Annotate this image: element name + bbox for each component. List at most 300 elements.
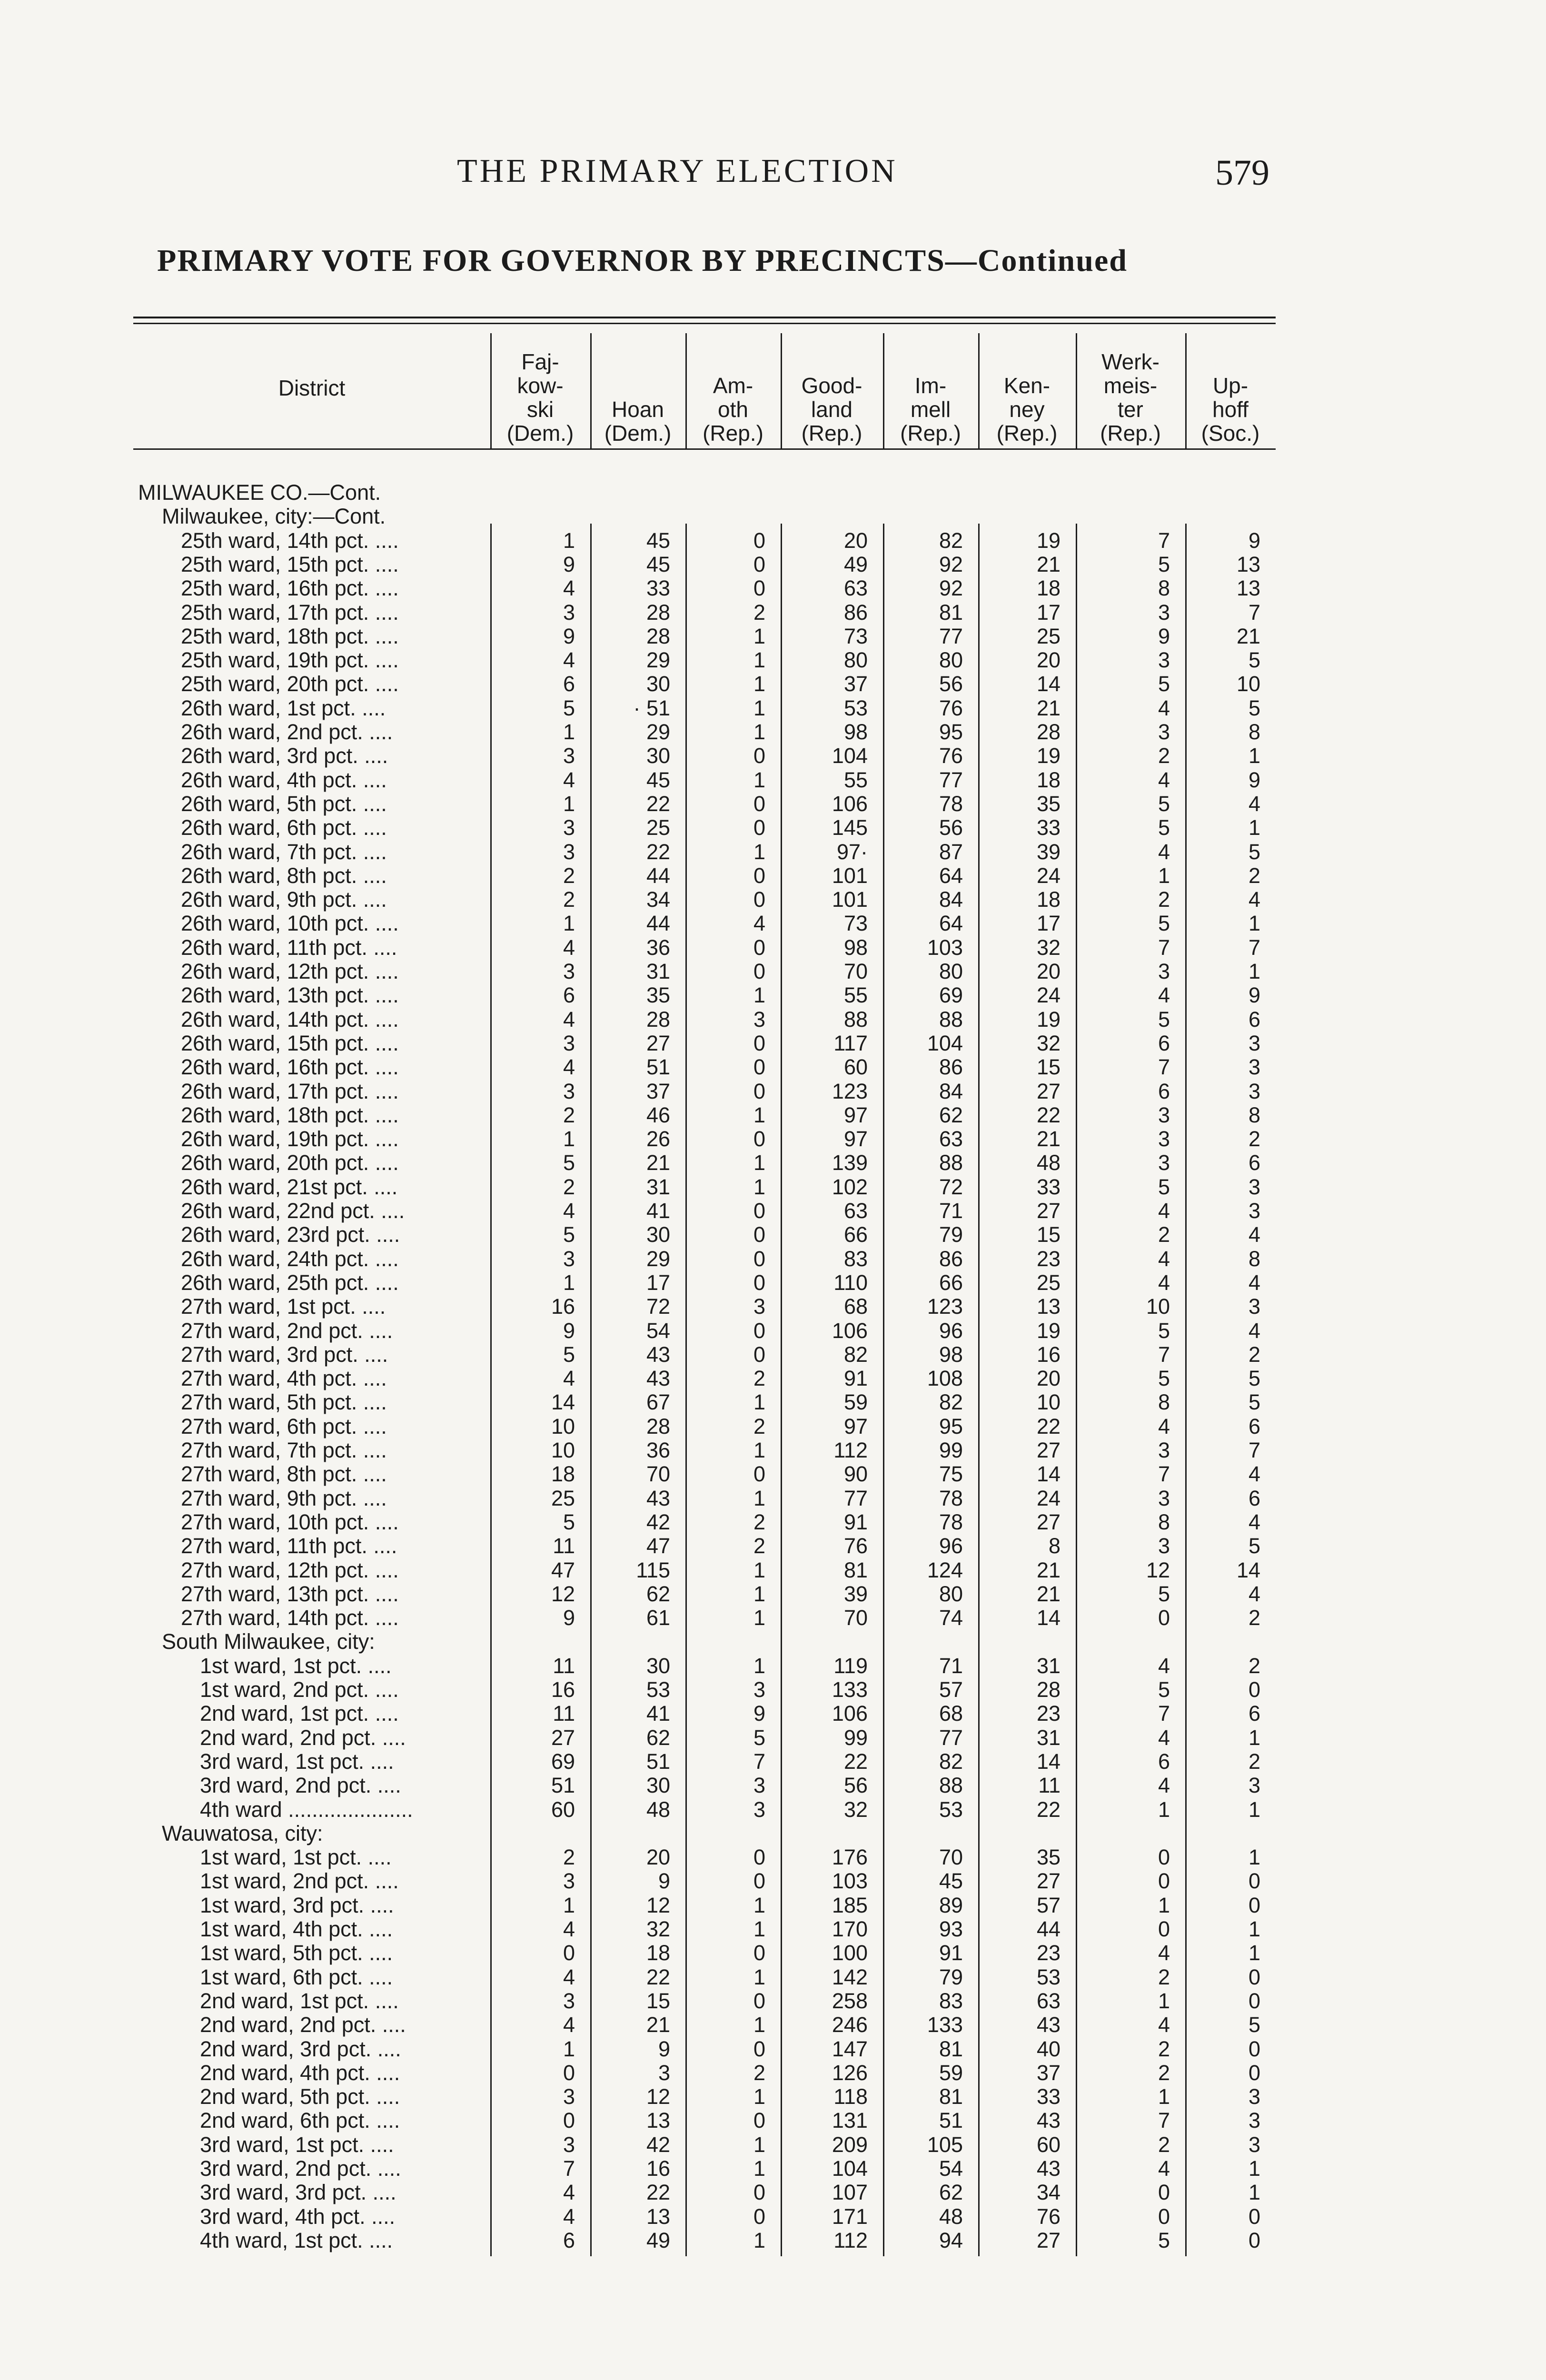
table-row bbox=[133, 1103, 1276, 1127]
vote-cell-amoth: 0 bbox=[753, 887, 765, 912]
table-row bbox=[133, 1487, 1276, 1510]
vote-cell-werkmeister: 8 bbox=[1158, 1390, 1170, 1415]
vote-cell-uphoff: 2 bbox=[1248, 1749, 1260, 1774]
district-label: 3rd ward, 1st pct. .... bbox=[200, 2132, 394, 2157]
vote-cell-immell: 79 bbox=[939, 1222, 963, 1247]
vote-cell-kenney: 20 bbox=[1036, 648, 1060, 673]
table-row bbox=[133, 1606, 1276, 1630]
table-row bbox=[133, 1247, 1276, 1271]
column-header-uphoff bbox=[1185, 331, 1276, 445]
vote-cell-kenney: 19 bbox=[1036, 1318, 1060, 1343]
vote-cell-hoan: 30 bbox=[646, 1222, 670, 1247]
vote-cell-fajkowski: 3 bbox=[563, 839, 575, 864]
vote-cell-kenney: 23 bbox=[1036, 1246, 1060, 1271]
vote-cell-immell: 103 bbox=[927, 935, 963, 960]
vote-cell-immell: 51 bbox=[939, 2108, 963, 2133]
vote-cell-uphoff: 5 bbox=[1248, 1534, 1260, 1558]
vote-cell-immell: 89 bbox=[939, 1893, 963, 1917]
column-divider bbox=[978, 333, 980, 450]
vote-cell-amoth: 1 bbox=[753, 839, 765, 864]
vote-cell-immell: 96 bbox=[939, 1318, 963, 1343]
vote-cell-werkmeister: 4 bbox=[1158, 839, 1170, 864]
vote-cell-goodland: 176 bbox=[832, 1845, 868, 1870]
district-label: 27th ward, 2nd pct. .... bbox=[181, 1318, 393, 1343]
vote-cell-fajkowski: 4 bbox=[563, 2180, 575, 2205]
vote-cell-werkmeister: 1 bbox=[1158, 863, 1170, 888]
vote-cell-hoan: 32 bbox=[646, 1917, 670, 1941]
vote-cell-amoth: 0 bbox=[753, 1127, 765, 1151]
vote-cell-immell: 104 bbox=[927, 1031, 963, 1055]
table-row bbox=[133, 1558, 1276, 1582]
column-header-line: Im- bbox=[914, 373, 947, 398]
vote-cell-kenney: 28 bbox=[1036, 720, 1060, 744]
district-label: 2nd ward, 5th pct. .... bbox=[200, 2084, 400, 2109]
vote-cell-hoan: 51 bbox=[646, 1055, 670, 1080]
vote-cell-hoan: 49 bbox=[646, 2228, 670, 2252]
district-label: 26th ward, 20th pct. .... bbox=[181, 1150, 399, 1175]
vote-cell-immell: 77 bbox=[939, 624, 963, 648]
vote-cell-immell: 91 bbox=[939, 1941, 963, 1965]
column-header-line: Ken- bbox=[1003, 373, 1050, 398]
vote-cell-fajkowski: 2 bbox=[563, 887, 575, 912]
vote-cell-hoan: 21 bbox=[646, 1150, 670, 1175]
district-label: 27th ward, 13th pct. .... bbox=[181, 1581, 399, 1606]
vote-cell-fajkowski: 7 bbox=[563, 2156, 575, 2181]
column-header-line: Am- bbox=[713, 373, 753, 398]
vote-cell-uphoff: 8 bbox=[1248, 720, 1260, 744]
vote-cell-werkmeister: 4 bbox=[1158, 1270, 1170, 1295]
vote-cell-amoth: 0 bbox=[753, 1079, 765, 1103]
vote-cell-hoan: 45 bbox=[646, 767, 670, 792]
table-row bbox=[133, 1199, 1276, 1223]
vote-cell-fajkowski: 3 bbox=[563, 1031, 575, 1055]
vote-cell-kenney: 18 bbox=[1036, 887, 1060, 912]
vote-cell-amoth: 0 bbox=[753, 1222, 765, 1247]
vote-cell-amoth: 0 bbox=[753, 935, 765, 960]
vote-cell-kenney: 43 bbox=[1036, 2013, 1060, 2037]
vote-cell-amoth: 0 bbox=[753, 552, 765, 576]
vote-cell-hoan: 43 bbox=[646, 1486, 670, 1510]
vote-cell-amoth: 2 bbox=[753, 1414, 765, 1438]
vote-cell-amoth: 1 bbox=[753, 1390, 765, 1415]
vote-cell-kenney: 14 bbox=[1036, 1606, 1060, 1630]
table-row bbox=[133, 864, 1276, 888]
column-header-line: Faj- bbox=[521, 349, 559, 374]
vote-cell-uphoff: 8 bbox=[1248, 1102, 1260, 1127]
district-label: 26th ward, 5th pct. .... bbox=[181, 791, 387, 816]
vote-cell-immell: 124 bbox=[927, 1557, 963, 1582]
vote-cell-goodland: 90 bbox=[843, 1462, 868, 1487]
vote-cell-hoan: 54 bbox=[646, 1318, 670, 1343]
vote-cell-immell: 98 bbox=[939, 1342, 963, 1367]
vote-cell-werkmeister: 12 bbox=[1146, 1557, 1170, 1582]
vote-cell-amoth: 0 bbox=[753, 1342, 765, 1367]
vote-cell-uphoff: 9 bbox=[1248, 528, 1260, 553]
vote-cell-immell: 71 bbox=[939, 1653, 963, 1678]
district-label: 26th ward, 9th pct. .... bbox=[181, 887, 387, 912]
vote-cell-amoth: 0 bbox=[753, 576, 765, 601]
district-label: 27th ward, 8th pct. .... bbox=[181, 1462, 387, 1487]
vote-cell-hoan: 28 bbox=[646, 1007, 670, 1031]
vote-cell-uphoff: 3 bbox=[1248, 1031, 1260, 1055]
vote-cell-werkmeister: 5 bbox=[1158, 1677, 1170, 1702]
vote-cell-werkmeister: 2 bbox=[1158, 2036, 1170, 2061]
vote-cell-uphoff: 5 bbox=[1248, 648, 1260, 673]
vote-cell-fajkowski: 0 bbox=[563, 2108, 575, 2133]
vote-cell-fajkowski: 1 bbox=[563, 1270, 575, 1295]
vote-cell-werkmeister: 5 bbox=[1158, 911, 1170, 936]
column-header-line: oth bbox=[718, 397, 748, 422]
table-row bbox=[133, 1917, 1276, 1941]
vote-cell-kenney: 27 bbox=[1036, 1438, 1060, 1462]
table-row bbox=[133, 2109, 1276, 2132]
vote-cell-amoth: 7 bbox=[753, 1749, 765, 1774]
district-label: 27th ward, 3rd pct. .... bbox=[181, 1342, 388, 1367]
district-label: Wauwatosa, city: bbox=[162, 1821, 323, 1845]
vote-cell-werkmeister: 7 bbox=[1158, 1055, 1170, 1080]
district-label: 27th ward, 6th pct. .... bbox=[181, 1414, 387, 1438]
vote-cell-goodland: 91 bbox=[843, 1366, 868, 1391]
vote-cell-amoth: 1 bbox=[753, 2132, 765, 2157]
vote-cell-immell: 77 bbox=[939, 767, 963, 792]
district-label: 26th ward, 4th pct. .... bbox=[181, 767, 387, 792]
vote-cell-uphoff: 0 bbox=[1248, 1988, 1260, 2013]
vote-cell-amoth: 3 bbox=[753, 1797, 765, 1822]
vote-cell-immell: 74 bbox=[939, 1606, 963, 1630]
vote-cell-kenney: 27 bbox=[1036, 1199, 1060, 1223]
vote-cell-goodland: 53 bbox=[843, 695, 868, 720]
vote-cell-immell: 81 bbox=[939, 600, 963, 625]
vote-cell-goodland: 83 bbox=[843, 1246, 868, 1271]
vote-cell-kenney: 14 bbox=[1036, 1749, 1060, 1774]
table-row bbox=[133, 936, 1276, 960]
vote-cell-hoan: 17 bbox=[646, 1270, 670, 1295]
vote-cell-hoan: 31 bbox=[646, 959, 670, 983]
vote-cell-uphoff: 4 bbox=[1248, 1222, 1260, 1247]
vote-cell-amoth: 2 bbox=[753, 1534, 765, 1558]
column-header-line: land bbox=[811, 397, 852, 422]
vote-cell-hoan: 12 bbox=[646, 2084, 670, 2109]
vote-cell-immell: 84 bbox=[939, 1079, 963, 1103]
vote-cell-werkmeister: 5 bbox=[1158, 2228, 1170, 2252]
vote-cell-werkmeister: 4 bbox=[1158, 983, 1170, 1008]
column-header-line: (Rep.) bbox=[996, 421, 1058, 446]
vote-cell-goodland: 60 bbox=[843, 1055, 868, 1080]
vote-cell-uphoff: 3 bbox=[1248, 1055, 1260, 1080]
vote-cell-amoth: 0 bbox=[753, 1988, 765, 2013]
district-label: 27th ward, 12th pct. .... bbox=[181, 1557, 399, 1582]
district-label: 1st ward, 3rd pct. .... bbox=[200, 1893, 394, 1917]
vote-cell-immell: 81 bbox=[939, 2036, 963, 2061]
vote-cell-goodland: 97 bbox=[843, 1102, 868, 1127]
vote-cell-immell: 77 bbox=[939, 1725, 963, 1750]
vote-cell-immell: 83 bbox=[939, 1988, 963, 2013]
column-header-line: District bbox=[278, 376, 346, 400]
vote-cell-amoth: 2 bbox=[753, 1366, 765, 1391]
vote-cell-hoan: 36 bbox=[646, 935, 670, 960]
vote-cell-fajkowski: 18 bbox=[551, 1462, 575, 1487]
vote-cell-immell: 88 bbox=[939, 1150, 963, 1175]
district-label: 26th ward, 19th pct. .... bbox=[181, 1127, 399, 1151]
vote-cell-amoth: 0 bbox=[753, 1462, 765, 1487]
vote-cell-hoan: 61 bbox=[646, 1606, 670, 1630]
table-row bbox=[133, 1462, 1276, 1486]
district-label: 25th ward, 14th pct. .... bbox=[181, 528, 399, 553]
vote-cell-uphoff: 0 bbox=[1248, 2228, 1260, 2252]
vote-cell-goodland: 107 bbox=[832, 2180, 868, 2205]
column-divider bbox=[1076, 333, 1077, 450]
vote-cell-goodland: 73 bbox=[843, 911, 868, 936]
vote-cell-werkmeister: 2 bbox=[1158, 1222, 1170, 1247]
vote-cell-kenney: 22 bbox=[1036, 1797, 1060, 1822]
table-row bbox=[133, 696, 1276, 720]
vote-cell-werkmeister: 4 bbox=[1158, 767, 1170, 792]
vote-cell-goodland: 117 bbox=[833, 1031, 868, 1055]
vote-cell-uphoff: 0 bbox=[1248, 2060, 1260, 2085]
vote-cell-goodland: 98 bbox=[843, 935, 868, 960]
column-header-line: mell bbox=[910, 397, 951, 422]
vote-cell-kenney: 31 bbox=[1036, 1725, 1060, 1750]
table-top-double-rule-lower bbox=[133, 323, 1276, 324]
district-label: 1st ward, 5th pct. .... bbox=[200, 1941, 393, 1965]
vote-cell-amoth: 0 bbox=[753, 1318, 765, 1343]
column-header-line: Up- bbox=[1212, 373, 1249, 398]
vote-cell-fajkowski: 2 bbox=[563, 1102, 575, 1127]
vote-cell-uphoff: 3 bbox=[1248, 1199, 1260, 1223]
vote-cell-goodland: 131 bbox=[832, 2108, 868, 2133]
vote-cell-werkmeister: 4 bbox=[1158, 1725, 1170, 1750]
district-label: 26th ward, 11th pct. .... bbox=[181, 935, 397, 960]
table-row bbox=[133, 840, 1276, 864]
vote-cell-immell: 64 bbox=[939, 911, 963, 936]
vote-cell-werkmeister: 2 bbox=[1158, 887, 1170, 912]
table-row bbox=[133, 1965, 1276, 1989]
vote-cell-kenney: 14 bbox=[1036, 672, 1060, 696]
vote-cell-kenney: 21 bbox=[1036, 552, 1060, 576]
vote-cell-amoth: 0 bbox=[753, 1845, 765, 1870]
vote-cell-goodland: 101 bbox=[832, 863, 868, 888]
vote-cell-kenney: 25 bbox=[1036, 624, 1060, 648]
vote-cell-immell: 88 bbox=[939, 1007, 963, 1031]
vote-cell-immell: 87 bbox=[939, 839, 963, 864]
column-divider bbox=[685, 333, 687, 450]
district-label: 26th ward, 25th pct. .... bbox=[181, 1270, 399, 1295]
district-label: 4th ward ..................... bbox=[200, 1797, 413, 1822]
vote-cell-werkmeister: 4 bbox=[1158, 1199, 1170, 1223]
vote-cell-immell: 69 bbox=[939, 983, 963, 1008]
vote-cell-uphoff: 5 bbox=[1248, 1390, 1260, 1415]
vote-cell-kenney: 27 bbox=[1036, 2228, 1060, 2252]
table-row bbox=[133, 888, 1276, 912]
vote-cell-immell: 86 bbox=[939, 1055, 963, 1080]
vote-cell-kenney: 25 bbox=[1036, 1270, 1060, 1295]
column-header-line: Hoan bbox=[612, 397, 664, 422]
vote-cell-immell: 72 bbox=[939, 1174, 963, 1199]
vote-cell-werkmeister: 4 bbox=[1158, 1246, 1170, 1271]
vote-cell-fajkowski: 1 bbox=[563, 1893, 575, 1917]
vote-cell-fajkowski: 4 bbox=[563, 576, 575, 601]
vote-cell-kenney: 31 bbox=[1036, 1653, 1060, 1678]
vote-cell-amoth: 1 bbox=[753, 648, 765, 673]
vote-cell-hoan: 37 bbox=[646, 1079, 670, 1103]
vote-cell-hoan: 48 bbox=[646, 1797, 670, 1822]
district-label: 26th ward, 7th pct. .... bbox=[181, 839, 387, 864]
vote-cell-immell: 123 bbox=[927, 1294, 963, 1319]
table-title: PRIMARY VOTE FOR GOVERNOR BY PRECINCTS—Continued bbox=[157, 243, 1128, 278]
table-row bbox=[133, 2133, 1276, 2157]
vote-cell-werkmeister: 4 bbox=[1158, 1653, 1170, 1678]
vote-cell-uphoff: 13 bbox=[1236, 552, 1260, 576]
vote-cell-goodland: 77 bbox=[843, 1486, 868, 1510]
table-row bbox=[133, 481, 1276, 505]
table-row bbox=[133, 1151, 1276, 1175]
vote-cell-werkmeister: 4 bbox=[1158, 695, 1170, 720]
column-header-fajkowski bbox=[490, 331, 590, 445]
vote-cell-hoan: 26 bbox=[646, 1127, 670, 1151]
vote-cell-fajkowski: 3 bbox=[563, 959, 575, 983]
vote-cell-hoan: 33 bbox=[646, 576, 670, 601]
vote-cell-werkmeister: 0 bbox=[1158, 2204, 1170, 2229]
table-row bbox=[133, 1894, 1276, 1917]
vote-cell-kenney: 34 bbox=[1036, 2180, 1060, 2205]
vote-cell-immell: 80 bbox=[939, 1581, 963, 1606]
vote-cell-kenney: 22 bbox=[1036, 1102, 1060, 1127]
vote-cell-fajkowski: 1 bbox=[563, 720, 575, 744]
vote-cell-uphoff: 4 bbox=[1248, 1270, 1260, 1295]
column-header-line: (Dem.) bbox=[604, 421, 672, 446]
vote-cell-fajkowski: 4 bbox=[563, 1055, 575, 1080]
vote-cell-goodland: 20 bbox=[843, 528, 868, 553]
vote-cell-goodland: 170 bbox=[832, 1917, 868, 1941]
vote-cell-uphoff: 6 bbox=[1248, 1701, 1260, 1726]
vote-cell-goodland: 80 bbox=[843, 648, 868, 673]
vote-cell-kenney: 16 bbox=[1036, 1342, 1060, 1367]
vote-cell-fajkowski: 16 bbox=[551, 1294, 575, 1319]
vote-cell-uphoff: 4 bbox=[1248, 887, 1260, 912]
column-header-line: meis- bbox=[1103, 373, 1158, 398]
vote-cell-kenney: 8 bbox=[1048, 1534, 1060, 1558]
vote-cell-fajkowski: 5 bbox=[563, 1150, 575, 1175]
vote-cell-fajkowski: 11 bbox=[553, 1701, 575, 1726]
vote-cell-kenney: 60 bbox=[1036, 2132, 1060, 2157]
table-row bbox=[133, 960, 1276, 983]
vote-cell-immell: 56 bbox=[939, 815, 963, 840]
vote-cell-fajkowski: 9 bbox=[563, 624, 575, 648]
vote-cell-hoan: 16 bbox=[646, 2156, 670, 2181]
vote-cell-werkmeister: 0 bbox=[1158, 1869, 1170, 1894]
vote-cell-hoan: 22 bbox=[646, 791, 670, 816]
vote-cell-kenney: 17 bbox=[1036, 911, 1060, 936]
vote-cell-immell: 64 bbox=[939, 863, 963, 888]
district-label: 26th ward, 12th pct. .... bbox=[181, 959, 399, 983]
table-row bbox=[133, 1534, 1276, 1558]
vote-cell-kenney: 27 bbox=[1036, 1079, 1060, 1103]
table-row bbox=[133, 1845, 1276, 1869]
vote-cell-amoth: 1 bbox=[753, 1150, 765, 1175]
vote-cell-fajkowski: 4 bbox=[563, 2204, 575, 2229]
vote-cell-amoth: 1 bbox=[753, 1102, 765, 1127]
vote-cell-fajkowski: 11 bbox=[553, 1534, 575, 1558]
vote-cell-werkmeister: 5 bbox=[1158, 791, 1170, 816]
vote-cell-kenney: 24 bbox=[1036, 863, 1060, 888]
vote-cell-werkmeister: 9 bbox=[1158, 624, 1170, 648]
vote-cell-uphoff: 1 bbox=[1248, 2156, 1260, 2181]
table-row bbox=[133, 1271, 1276, 1295]
vote-cell-werkmeister: 2 bbox=[1158, 2132, 1170, 2157]
table-row bbox=[133, 1175, 1276, 1199]
vote-cell-hoan: 3 bbox=[658, 2060, 670, 2085]
vote-cell-immell: 59 bbox=[939, 2060, 963, 2085]
vote-cell-hoan: 41 bbox=[646, 1701, 670, 1726]
vote-cell-uphoff: 6 bbox=[1248, 1150, 1260, 1175]
table-row bbox=[133, 1080, 1276, 1103]
vote-cell-fajkowski: 4 bbox=[563, 1199, 575, 1223]
vote-cell-fajkowski: 2 bbox=[563, 1845, 575, 1870]
column-header-immell bbox=[883, 331, 978, 445]
vote-cell-hoan: 43 bbox=[646, 1342, 670, 1367]
vote-cell-hoan: 36 bbox=[646, 1438, 670, 1462]
vote-cell-uphoff: 5 bbox=[1248, 695, 1260, 720]
vote-cell-werkmeister: 2 bbox=[1158, 1964, 1170, 1989]
vote-cell-hoan: 67 bbox=[646, 1390, 670, 1415]
vote-cell-hoan: 70 bbox=[646, 1462, 670, 1487]
vote-cell-uphoff: 21 bbox=[1236, 624, 1260, 648]
vote-cell-amoth: 3 bbox=[753, 1773, 765, 1798]
table-row bbox=[133, 792, 1276, 816]
vote-cell-fajkowski: 9 bbox=[563, 1606, 575, 1630]
vote-cell-goodland: 110 bbox=[833, 1270, 868, 1295]
vote-cell-werkmeister: 3 bbox=[1158, 1534, 1170, 1558]
vote-cell-werkmeister: 5 bbox=[1158, 1581, 1170, 1606]
district-label: 26th ward, 6th pct. .... bbox=[181, 815, 387, 840]
district-label: 1st ward, 6th pct. .... bbox=[200, 1964, 393, 1989]
column-header-goodland bbox=[781, 331, 883, 445]
district-label: 26th ward, 23rd pct. .... bbox=[181, 1222, 400, 1247]
vote-cell-fajkowski: 12 bbox=[551, 1581, 575, 1606]
vote-cell-werkmeister: 2 bbox=[1158, 2060, 1170, 2085]
header-bottom-rule bbox=[133, 448, 1276, 450]
vote-cell-hoan: 13 bbox=[646, 2204, 670, 2229]
vote-cell-hoan: 28 bbox=[646, 624, 670, 648]
vote-cell-goodland: 104 bbox=[832, 2156, 868, 2181]
vote-cell-uphoff: 4 bbox=[1248, 1462, 1260, 1487]
vote-cell-amoth: 1 bbox=[753, 1581, 765, 1606]
vote-cell-werkmeister: 3 bbox=[1158, 720, 1170, 744]
vote-cell-hoan: 29 bbox=[646, 1246, 670, 1271]
vote-cell-uphoff: 1 bbox=[1248, 2180, 1260, 2205]
vote-cell-uphoff: 3 bbox=[1248, 1294, 1260, 1319]
vote-cell-werkmeister: 7 bbox=[1158, 1462, 1170, 1487]
vote-cell-kenney: 37 bbox=[1036, 2060, 1060, 2085]
table-row bbox=[133, 1774, 1276, 1797]
vote-cell-goodland: 145 bbox=[832, 815, 868, 840]
vote-cell-uphoff: 2 bbox=[1248, 1342, 1260, 1367]
vote-cell-kenney: 22 bbox=[1036, 1414, 1060, 1438]
vote-cell-immell: 78 bbox=[939, 1486, 963, 1510]
table-row bbox=[133, 1319, 1276, 1343]
vote-cell-immell: 54 bbox=[939, 2156, 963, 2181]
vote-cell-werkmeister: 6 bbox=[1158, 1079, 1170, 1103]
vote-cell-amoth: 5 bbox=[753, 1725, 765, 1750]
vote-cell-fajkowski: 0 bbox=[563, 2060, 575, 2085]
table-row bbox=[133, 1031, 1276, 1055]
vote-cell-werkmeister: 3 bbox=[1158, 959, 1170, 983]
vote-cell-amoth: 0 bbox=[753, 2036, 765, 2061]
vote-cell-fajkowski: 60 bbox=[551, 1797, 575, 1822]
vote-cell-werkmeister: 3 bbox=[1158, 1127, 1170, 1151]
vote-cell-goodland: 185 bbox=[832, 1893, 868, 1917]
vote-cell-goodland: 126 bbox=[832, 2060, 868, 2085]
